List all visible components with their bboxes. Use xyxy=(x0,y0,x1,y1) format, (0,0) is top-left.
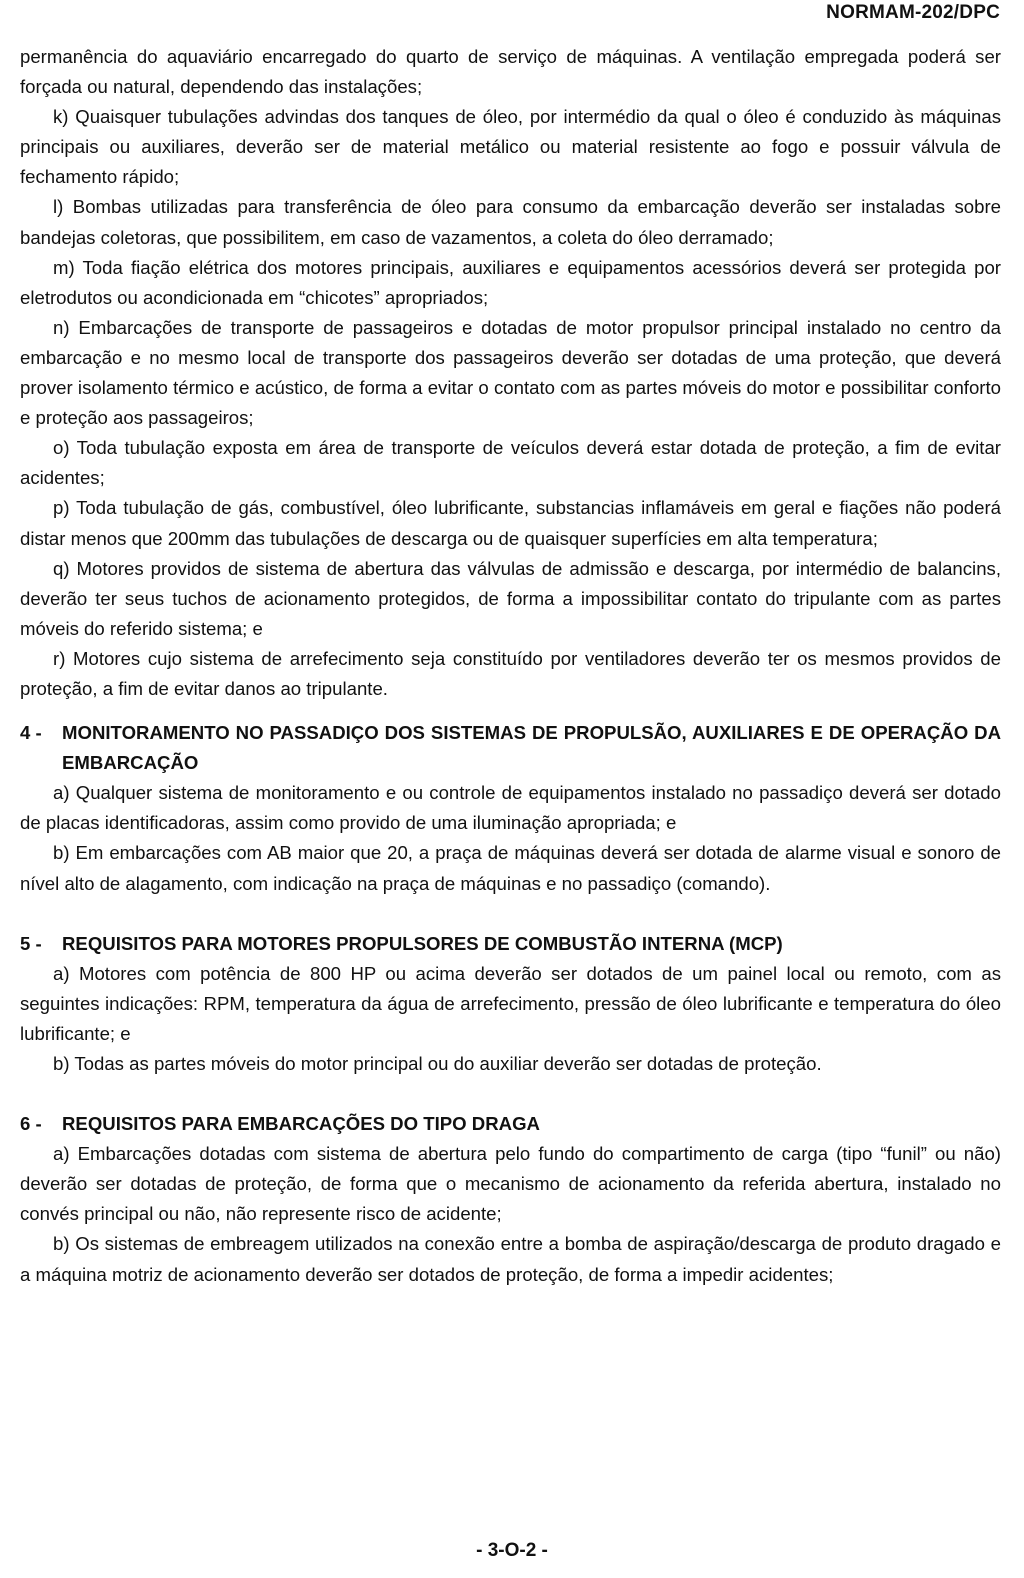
item-m: m) Toda fiação elétrica dos motores principais, auxiliares e equipamentos acessórios deverá ser protegida por eletrodutos ou acondicionada em “chicotes” apropriados; xyxy=(20,256,1001,308)
document-body xyxy=(20,42,1001,1290)
section-5-heading xyxy=(20,929,1001,959)
section-6-heading xyxy=(20,1109,1001,1139)
section-title: REQUISITOS PARA EMBARCAÇÕES DO TIPO DRAGA xyxy=(62,1113,540,1135)
item-q: q) Motores providos de sistema de abertura das válvulas de admissão e descarga, por intermédio de balancins, deverão ter seus tuchos de acionamento protegidos, de forma a impossibilitar contato do tripulante com as partes móveis do referido sistema; e xyxy=(20,557,1001,639)
item-l: l) Bombas utilizadas para transferência de óleo para consumo da embarcação deverão ser instaladas sobre bandejas coletoras, que possibilitem, em caso de vazamentos, a coleta do óleo derramado; xyxy=(20,196,1001,248)
section-4-item-a: a) Qualquer sistema de monitoramento e ou controle de equipamentos instalado no passadiço deverá ser dotado de placas identificadoras, assim como provido de uma iluminação apropriada; e xyxy=(20,782,1001,834)
item-r: r) Motores cujo sistema de arrefecimento seja constituído por ventiladores deverão ter os mesmos providos de proteção, a fim de evitar danos ao tripulante. xyxy=(20,647,1001,699)
item-n: n) Embarcações de transporte de passageiros e dotadas de motor propulsor principal instalado no centro da embarcação e no mesmo local de transporte dos passageiros deverão ser dotadas de uma proteção, que deverá prover isolamento térmico e acústico, de forma a evitar o contato com as partes móveis do motor e possibilitar conforto e proteção aos passageiros; xyxy=(20,316,1001,429)
section-4-heading xyxy=(20,718,1001,778)
item-o: o) Toda tubulação exposta em área de transporte de veículos deverá estar dotada de proteção, a fim de evitar acidentes; xyxy=(20,437,1001,489)
section-number: 6 - xyxy=(20,1113,42,1135)
section-6-item-b: b) Os sistemas de embreagem utilizados na conexão entre a bomba de aspiração/descarga de produto dragado e a máquina motriz de acionamento deverão ser dotados de proteção, de forma a impedir acidentes; xyxy=(20,1233,1001,1285)
section-4-item-b: b) Em embarcações com AB maior que 20, a praça de máquinas deverá ser dotada de alarme visual e sonoro de nível alto de alagamento, com indicação na praça de máquinas e no passadiço (comando). xyxy=(20,842,1001,894)
section-number: 4 - xyxy=(20,722,42,744)
section-title: REQUISITOS PARA MOTORES PROPULSORES DE COMBUSTÃO INTERNA (MCP) xyxy=(62,932,783,954)
section-number: 5 - xyxy=(20,932,42,954)
section-5-item-a: a) Motores com potência de 800 HP ou acima deverão ser dotados de um painel local ou remoto, com as seguintes indicações: RPM, temperatura da água de arrefecimento, pressão de óleo lubrificante e temperatura do óleo lubrificante; e xyxy=(20,962,1001,1044)
section-5-item-b: b) Todas as partes móveis do motor principal ou do auxiliar deverão ser dotadas de proteção. xyxy=(53,1053,822,1074)
paragraph-continuation: permanência do aquaviário encarregado do quarto de serviço de máquinas. A ventilação empregada poderá ser forçada ou natural, dependendo das instalações; xyxy=(20,46,1001,98)
section-6-item-a: a) Embarcações dotadas com sistema de abertura pelo fundo do compartimento de carga (tipo “funil” ou não) deverão ser dotadas de proteção, de forma que o mecanismo de acionamento da referida abertura, instalado no convés principal ou não, não represente risco de acidente; xyxy=(20,1143,1001,1225)
document-code-header: NORMAM-202/DPC xyxy=(826,2,1000,23)
section-title: MONITORAMENTO NO PASSADIÇO DOS SISTEMAS DE PROPULSÃO, AUXILIARES E DE OPERAÇÃO DA EMBARCAÇÃO xyxy=(62,722,1001,774)
item-p: p) Toda tubulação de gás, combustível, óleo lubrificante, substancias inflamáveis em geral e fiações não poderá distar menos que 200mm das tubulações de descarga ou de quaisquer superfícies em alta temperatura; xyxy=(20,497,1001,549)
item-k: k) Quaisquer tubulações advindas dos tanques de óleo, por intermédio da qual o óleo é conduzido às máquinas principais ou auxiliares, deverão ser de material metálico ou material resistente ao fogo e possuir válvula de fechamento rápido; xyxy=(20,106,1001,188)
page-number: - 3-O-2 - xyxy=(476,1540,548,1561)
